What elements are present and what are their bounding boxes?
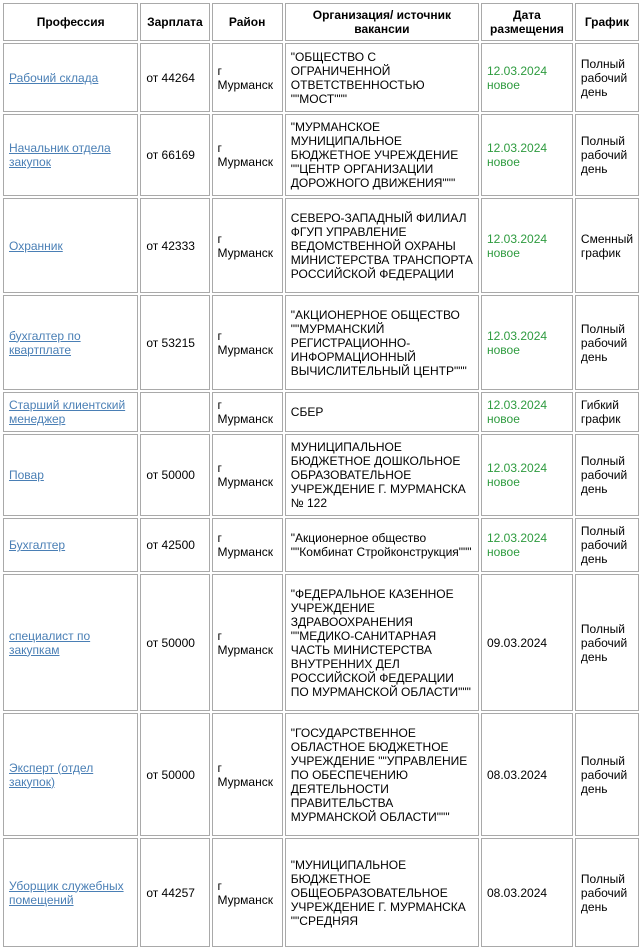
table-row [3,198,639,293]
schedule-cell: Полный рабочий день [575,434,639,516]
organization-cell: "МУРМАНСКОЕ МУНИЦИПАЛЬНОЕ БЮДЖЕТНОЕ УЧРЕЖДЕНИЕ ""ЦЕНТР ОРГАНИЗАЦИИ ДОРОЖНОГО ДВИЖЕНИЯ""" [285,114,479,196]
district-cell: г Мурманск [212,295,283,390]
district-cell: г Мурманск [212,43,283,112]
date-cell [481,838,573,947]
schedule-cell: Полный рабочий день [575,518,639,572]
table-row [3,713,639,836]
district-cell: г Мурманск [212,434,283,516]
organization-cell: "ГОСУДАРСТВЕННОЕ ОБЛАСТНОЕ БЮДЖЕТНОЕ УЧРЕЖДЕНИЕ ""УПРАВЛЕНИЕ ПО ОБЕСПЕЧЕНИЮ ДЕЯТЕЛЬНОСТИ ПРАВИТЕЛЬСТВА МУРМАНСКОЙ ОБЛАСТИ""" [285,713,479,836]
organization-cell: МУНИЦИПАЛЬНОЕ БЮДЖЕТНОЕ ДОШКОЛЬНОЕ ОБРАЗОВАТЕЛЬНОЕ УЧРЕЖДЕНИЕ Г. МУРМАНСКА № 122 [285,434,479,516]
header-date[interactable]: Дата размещения [481,3,573,41]
profession-link[interactable]: бухгалтер по квартплате [9,328,81,357]
salary-cell: от 44264 [140,43,209,112]
profession-cell [3,43,138,112]
district-cell: г Мурманск [212,198,283,293]
date-value: 12.03.2024 [486,328,548,343]
table-row [3,574,639,711]
schedule-cell: Сменный график [575,198,639,293]
profession-cell [3,114,138,196]
header-salary[interactable]: Зарплата [140,3,209,41]
header-organization[interactable]: Организация/ источник вакансии [285,3,479,41]
new-badge: новое [486,155,520,169]
vacancies-table [1,1,640,949]
date-cell [481,518,573,572]
table-row [3,43,639,112]
district-cell: г Мурманск [212,392,283,432]
date-cell [481,198,573,293]
new-badge: новое [486,245,520,260]
date-value: 12.03.2024 [486,141,548,155]
profession-link[interactable]: Повар [9,468,44,482]
new-badge: новое [486,475,520,489]
date-value: 12.03.2024 [486,531,548,545]
date-value: 12.03.2024 [486,231,548,246]
date-cell [481,713,573,836]
table-row [3,838,639,947]
salary-cell: от 66169 [140,114,209,196]
date-value: 08.03.2024 [486,885,548,900]
district-cell: г Мурманск [212,574,283,711]
date-cell [481,43,573,112]
schedule-cell: Полный рабочий день [575,713,639,836]
header-district[interactable]: Район [212,3,283,41]
profession-link[interactable]: специалист по закупкам [9,628,91,657]
date-cell [481,574,573,711]
salary-cell: от 42333 [140,198,209,293]
salary-cell: от 50000 [140,574,209,711]
new-badge: новое [486,77,520,92]
profession-cell [3,198,138,293]
profession-cell [3,713,138,836]
organization-cell: "Акционерное общество ""Комбинат Стройконструкция""" [285,518,479,572]
schedule-cell: Полный рабочий день [575,114,639,196]
salary-cell: от 50000 [140,713,209,836]
date-cell [481,295,573,390]
district-cell: г Мурманск [212,518,283,572]
organization-cell: "МУНИЦИПАЛЬНОЕ БЮДЖЕТНОЕ ОБЩЕОБРАЗОВАТЕЛЬНОЕ УЧРЕЖДЕНИЕ Г. МУРМАНСКА ""СРЕДНЯЯ [285,838,479,947]
date-cell [481,114,573,196]
profession-cell [3,518,138,572]
profession-link[interactable]: Начальник отдела закупок [9,141,111,169]
new-badge: новое [486,342,520,357]
header-row [3,3,639,41]
salary-cell: от 44257 [140,838,209,947]
district-cell: г Мурманск [212,114,283,196]
table-row [3,392,639,432]
profession-link[interactable]: Охранник [9,238,63,253]
organization-cell: "ФЕДЕРАЛЬНОЕ КАЗЕННОЕ УЧРЕЖДЕНИЕ ЗДРАВООХРАНЕНИЯ ""МЕДИКО-САНИТАРНАЯ ЧАСТЬ МИНИСТЕРСТВА ВНУТРЕННИХ ДЕЛ РОССИЙСКОЙ ФЕДЕРАЦИИ ПО МУРМАНСКОЙ ОБЛАСТИ""" [285,574,479,711]
profession-link[interactable]: Рабочий склада [9,70,99,85]
organization-cell: "АКЦИОНЕРНОЕ ОБЩЕСТВО ""МУРМАНСКИЙ РЕГИСТРАЦИОННО-ИНФОРМАЦИОННЫЙ ВЫЧИСЛИТЕЛЬНЫЙ ЦЕНТР""" [285,295,479,390]
salary-cell [140,392,209,432]
schedule-cell: Полный рабочий день [575,574,639,711]
date-value: 08.03.2024 [486,767,548,782]
header-profession[interactable]: Профессия [3,3,138,41]
date-cell [481,392,573,432]
schedule-cell: Полный рабочий день [575,838,639,947]
table-row [3,434,639,516]
new-badge: новое [486,412,520,426]
profession-link[interactable]: Бухгалтер [9,538,66,552]
profession-link[interactable]: Старший клиентский менеджер [9,398,126,426]
profession-cell [3,434,138,516]
profession-link[interactable]: Эксперт (отдел закупок) [9,760,94,789]
salary-cell: от 42500 [140,518,209,572]
profession-cell [3,574,138,711]
organization-cell: СБЕР [285,392,479,432]
schedule-cell: Полный рабочий день [575,295,639,390]
date-value: 12.03.2024 [486,398,548,412]
profession-cell [3,295,138,390]
profession-cell [3,838,138,947]
date-value: 12.03.2024 [486,461,548,475]
table-row [3,114,639,196]
organization-cell: СЕВЕРО-ЗАПАДНЫЙ ФИЛИАЛ ФГУП УПРАВЛЕНИЕ ВЕДОМСТВЕННОЙ ОХРАНЫ МИНИСТЕРСТВА ТРАНСПОРТА РОССИЙСКОЙ ФЕДЕРАЦИИ [285,198,479,293]
header-schedule[interactable]: График [575,3,639,41]
date-cell [481,434,573,516]
profession-cell [3,392,138,432]
district-cell: г Мурманск [212,713,283,836]
profession-link[interactable]: Уборщик служебных помещений [9,878,124,907]
date-value: 09.03.2024 [486,635,548,650]
table-row [3,295,639,390]
table-row [3,518,639,572]
salary-cell: от 50000 [140,434,209,516]
schedule-cell: Полный рабочий день [575,43,639,112]
new-badge: новое [486,545,520,559]
date-value: 12.03.2024 [486,63,548,78]
schedule-cell: Гибкий график [575,392,639,432]
organization-cell: "ОБЩЕСТВО С ОГРАНИЧЕННОЙ ОТВЕТСТВЕННОСТЬЮ ""МОСТ""" [285,43,479,112]
salary-cell: от 53215 [140,295,209,390]
district-cell: г Мурманск [212,838,283,947]
